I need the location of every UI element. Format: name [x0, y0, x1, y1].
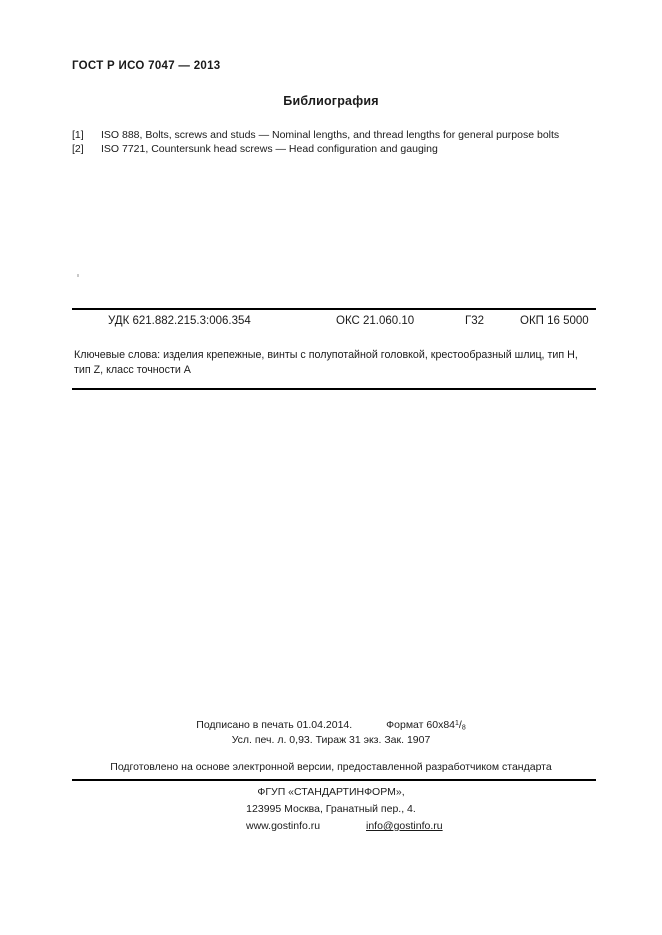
udk-code: УДК 621.882.215.3:006.354	[108, 315, 251, 327]
bibliography-entry	[72, 142, 602, 156]
classification-row	[72, 315, 596, 335]
classification-bottom-rule	[72, 388, 596, 390]
scan-artifact	[77, 274, 79, 277]
format-denominator: 8	[461, 724, 466, 732]
publisher-email-link[interactable]: info@gostinfo.ru	[366, 820, 443, 832]
publisher-contact-line	[0, 818, 662, 835]
bibliography-entry-text: ISO 7721, Countersunk head screws — Head configuration and gauging	[101, 143, 438, 155]
signed-to-print-text: Подписано в печать 01.04.2014.	[196, 719, 353, 731]
imprint-print-line	[0, 718, 662, 733]
keywords-line: тип Z, класс точности А	[74, 363, 191, 376]
prepared-note: Подготовлено на основе электронной версии, предоставленной разработчиком стандарта	[110, 761, 552, 773]
imprint-block	[0, 718, 662, 748]
publisher-website: www.gostinfo.ru	[246, 820, 321, 832]
group-code: Г32	[465, 315, 485, 327]
bibliography-entry-marker: [2]	[72, 143, 84, 155]
footer-rule	[72, 779, 596, 781]
print-details-line: Усл. печ. л. 0,93. Тираж 31 экз. Зак. 1907	[231, 734, 431, 746]
bibliography-entry	[72, 128, 602, 142]
keywords-line: Ключевые слова: изделия крепежные, винты с полупотайной головкой, крестообразный шлиц, тип H,	[74, 349, 578, 361]
publisher-block	[0, 784, 662, 835]
bibliography-entry-marker: [1]	[72, 129, 84, 141]
format-numerator: 1	[455, 720, 459, 728]
format-slash: /	[458, 719, 462, 731]
format-fraction	[455, 718, 466, 733]
format-label: Формат 60x84	[386, 719, 455, 731]
keywords-block	[74, 348, 602, 377]
okp-code: ОКП 16 5000	[520, 315, 589, 327]
running-header: ГОСТ Р ИСО 7047 — 2013	[72, 60, 221, 72]
section-title-bibliography: Библиография	[283, 94, 379, 108]
bibliography-list	[72, 128, 602, 156]
bibliography-entry-text: ISO 888, Bolts, screws and studs — Nominal lengths, and thread lengths for general purpose bolts	[101, 129, 560, 141]
publisher-name: ФГУП «СТАНДАРТИНФОРМ»,	[257, 786, 405, 798]
oks-code: ОКС 21.060.10	[336, 315, 415, 327]
classification-top-rule	[72, 308, 596, 310]
publisher-address: 123995 Москва, Гранатный пер., 4.	[246, 803, 416, 815]
